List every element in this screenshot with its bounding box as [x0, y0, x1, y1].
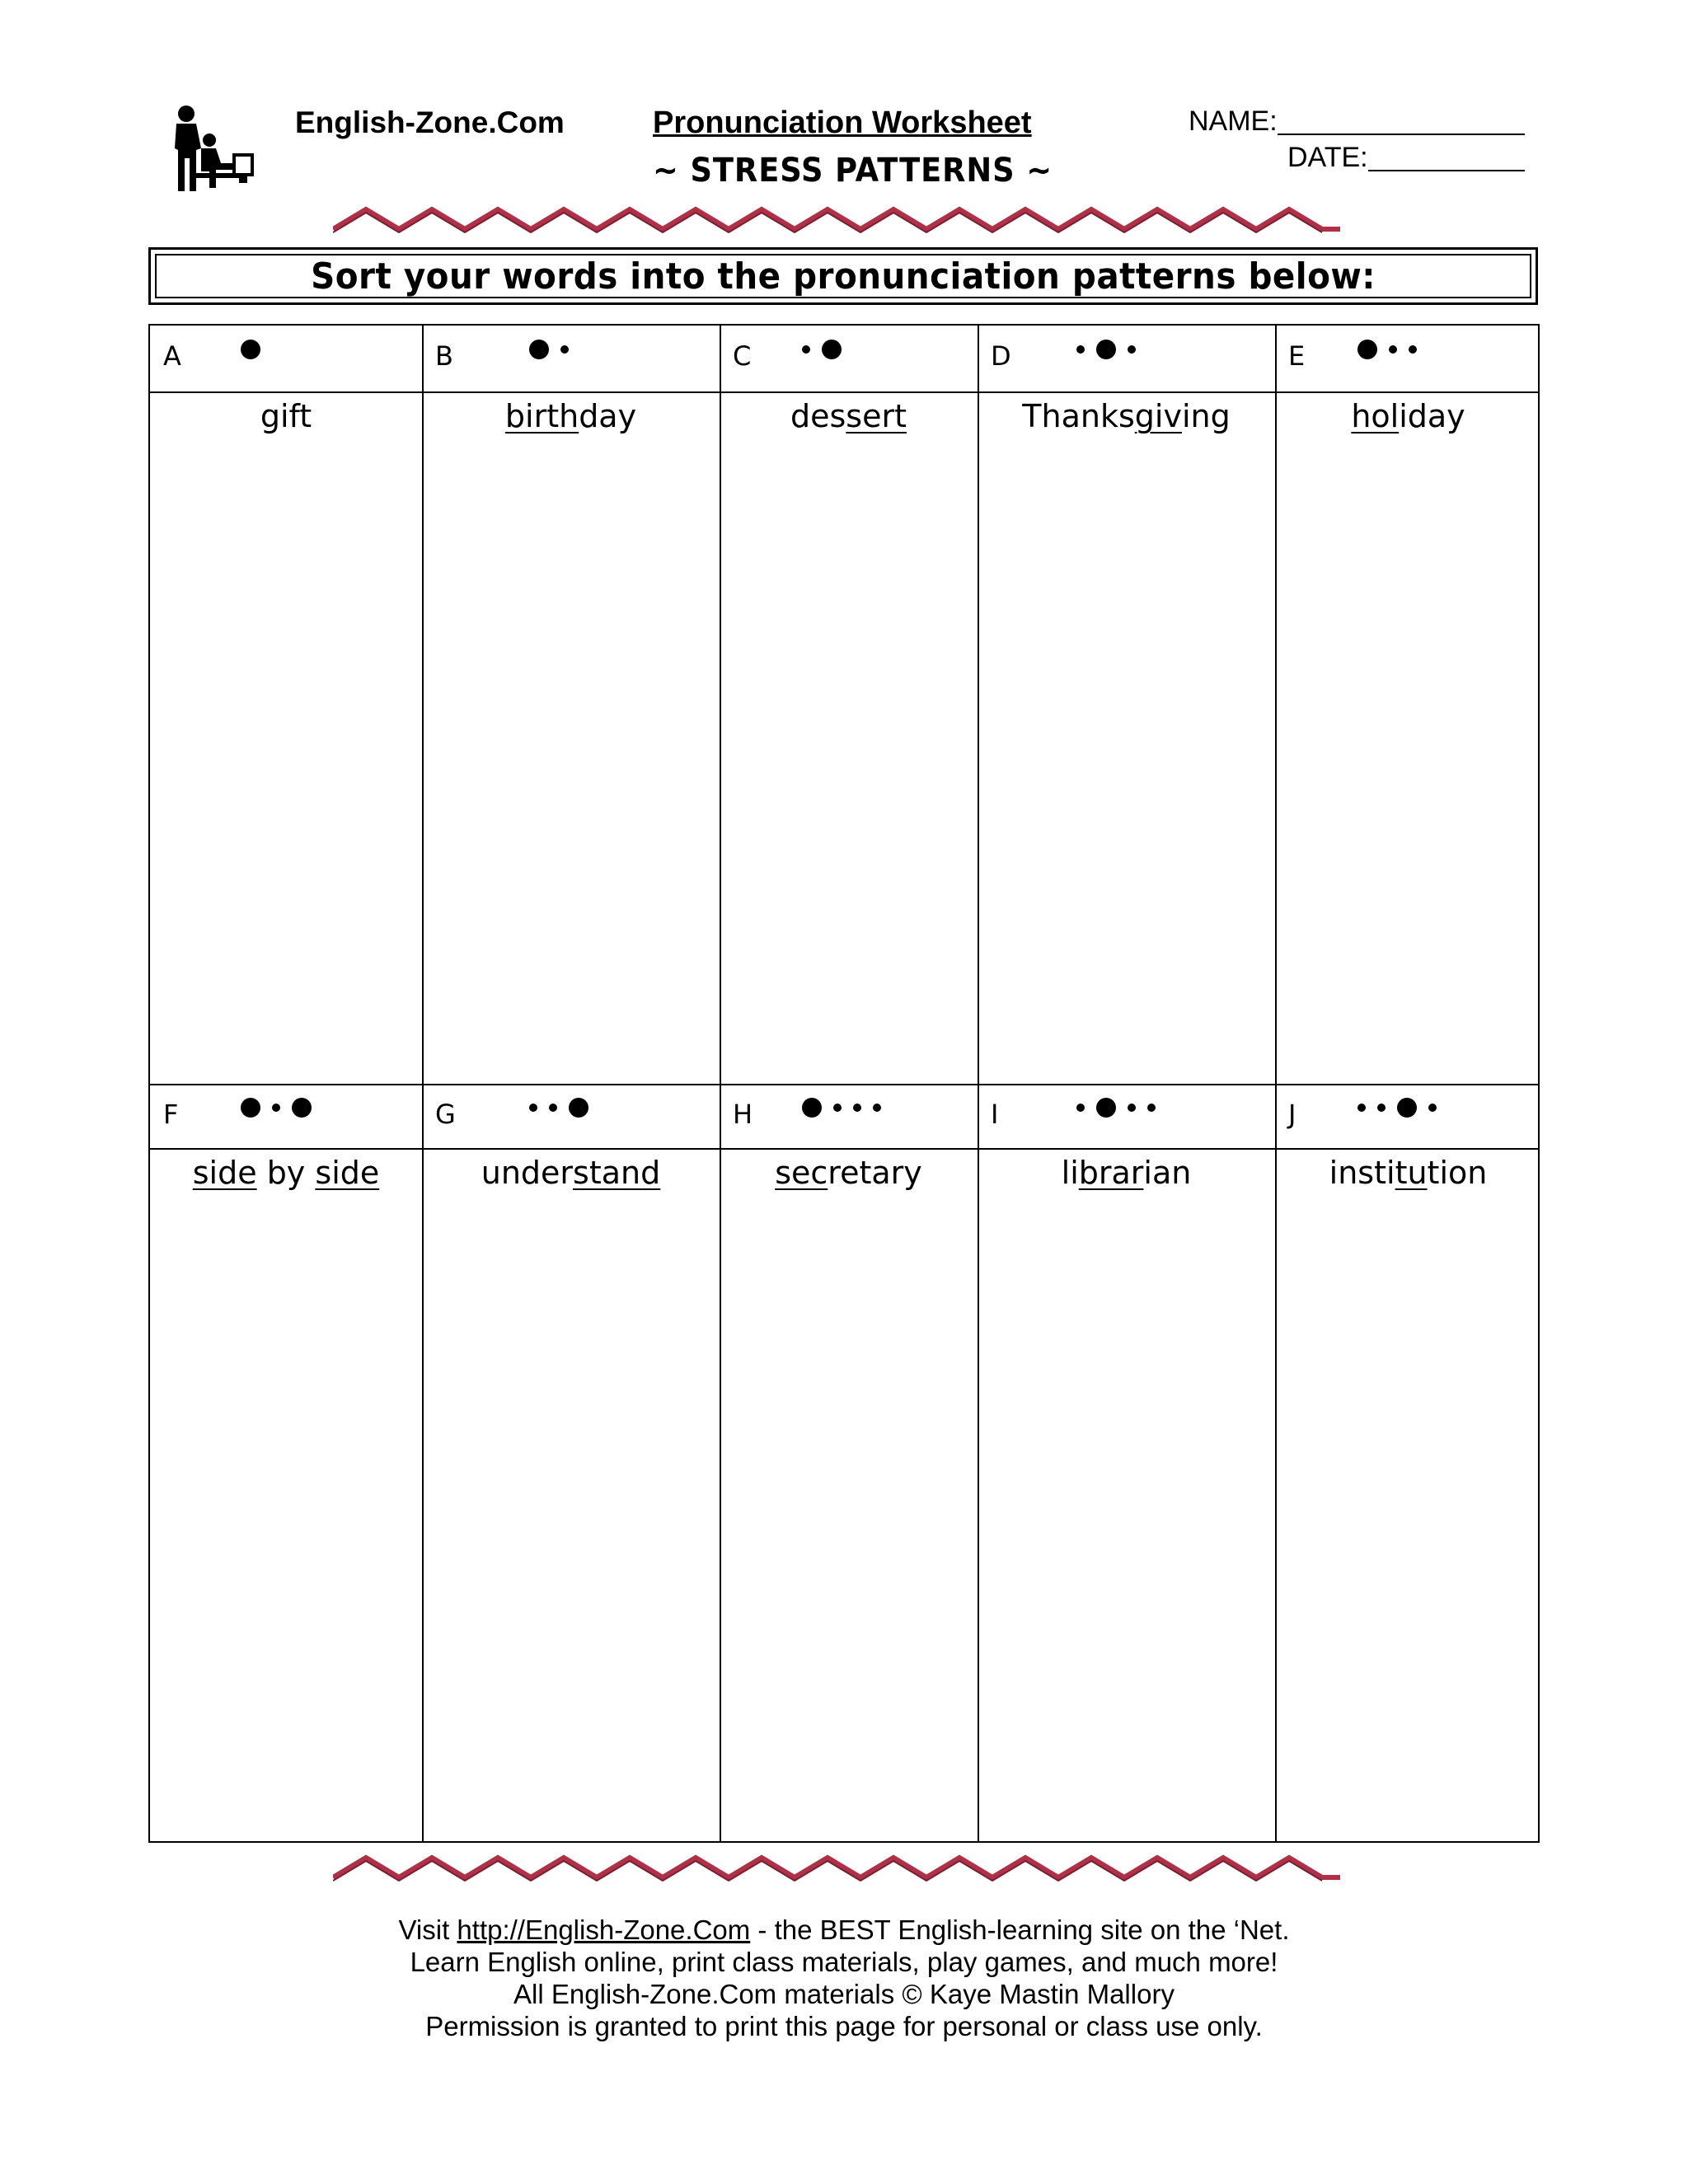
pattern-letter: F	[163, 1099, 179, 1130]
stress-pattern-grid	[148, 324, 1540, 1843]
unstressed-syllable-dot	[1147, 1104, 1156, 1112]
stressed-syllable: brar	[1078, 1155, 1144, 1191]
footer-line-4: Permission is granted to print this page for personal or class use only.	[425, 2011, 1263, 2041]
syllable: day	[579, 398, 637, 434]
unstressed-syllable-dot	[873, 1104, 881, 1112]
stressed-syllable-dot	[292, 1098, 312, 1118]
stressed-syllable-dot	[1397, 1098, 1417, 1118]
pattern-letter: I	[991, 1099, 999, 1130]
stress-dots	[1076, 1095, 1156, 1120]
pattern-letter: C	[733, 340, 752, 372]
unstressed-syllable-dot	[1076, 345, 1085, 354]
unstressed-syllable-dot	[1128, 1104, 1136, 1112]
stress-dots	[529, 1095, 588, 1120]
stressed-syllable-dot	[1096, 1098, 1116, 1118]
example-word	[422, 398, 720, 434]
pattern-letter: G	[435, 1099, 456, 1130]
syllable: des	[790, 398, 846, 434]
stress-dots	[802, 1095, 881, 1120]
unstressed-syllable-dot	[1377, 1104, 1386, 1112]
footer-line-2: Learn English online, print class materials, play games, and much more!	[410, 1947, 1278, 1977]
unstressed-syllable-dot	[833, 1104, 842, 1112]
stress-dots	[1076, 337, 1136, 362]
pattern-letter: E	[1288, 340, 1306, 372]
stressed-syllable: side	[315, 1155, 380, 1191]
syllable: Thanks	[1022, 398, 1135, 434]
stressed-syllable-dot	[529, 340, 549, 359]
teacher-student-computer-logo-icon	[162, 104, 260, 194]
unstressed-syllable-dot	[529, 1104, 537, 1112]
unstressed-syllable-dot	[272, 1104, 280, 1112]
pattern-letter: H	[733, 1099, 753, 1130]
example-word	[720, 1155, 978, 1191]
example-word	[422, 1155, 720, 1191]
unstressed-syllable-dot	[1076, 1104, 1085, 1112]
stress-dots	[1357, 337, 1417, 362]
date-blank-line	[1368, 170, 1525, 171]
example-word	[1275, 1155, 1541, 1191]
stressed-syllable: hol	[1351, 398, 1400, 434]
unstressed-syllable-dot	[802, 345, 810, 354]
unstressed-syllable-dot	[1409, 345, 1417, 354]
date-label: DATE:	[1287, 142, 1368, 173]
worksheet-subtitle: ~ STRESS PATTERNS ~	[653, 152, 1053, 190]
row-divider	[150, 391, 1538, 393]
stressed-syllable: sert	[846, 398, 907, 434]
worksheet-title: Pronunciation Worksheet	[653, 105, 1032, 140]
stress-dots	[529, 337, 569, 362]
stressed-syllable: side	[192, 1155, 257, 1191]
pattern-letter: J	[1288, 1099, 1296, 1130]
stressed-syllable: tu	[1395, 1155, 1428, 1191]
site-name: English-Zone.Com	[295, 105, 565, 139]
stress-dots	[802, 337, 842, 362]
stress-dots	[241, 1095, 312, 1120]
footer-line-1: Visit http://English-Zone.Com - the BEST English-learning site on the ‘Net.	[398, 1915, 1290, 1945]
syllable: iday	[1399, 398, 1465, 434]
unstressed-syllable-dot	[1128, 345, 1136, 354]
stressed-syllable-dot	[822, 340, 842, 359]
unstressed-syllable-dot	[549, 1104, 557, 1112]
stressed-syllable: birth	[504, 398, 579, 434]
syllable: insti	[1329, 1155, 1395, 1191]
stressed-syllable: giv	[1134, 398, 1182, 434]
syllable: tion	[1427, 1155, 1488, 1191]
example-word	[150, 398, 422, 434]
example-word	[978, 1155, 1275, 1191]
example-word	[150, 1155, 422, 1191]
syllable: under	[481, 1155, 574, 1191]
example-word	[720, 398, 978, 434]
zigzag-divider-bottom	[333, 1853, 1340, 1884]
footer	[0, 1914, 1688, 2042]
zigzag-divider-top	[333, 204, 1340, 236]
stressed-syllable-dot	[241, 1098, 260, 1118]
stress-dots	[241, 337, 260, 362]
unstressed-syllable-dot	[853, 1104, 861, 1112]
example-word	[1275, 398, 1541, 434]
unstressed-syllable-dot	[1389, 345, 1397, 354]
instruction-text: Sort your words into the pronunciation patterns below:	[311, 255, 1376, 298]
unstressed-syllable-dot	[560, 345, 569, 354]
row-divider	[150, 1084, 1538, 1085]
stressed-syllable: sec	[775, 1155, 828, 1191]
stressed-syllable: stand	[573, 1155, 661, 1191]
stressed-syllable-dot	[1096, 340, 1116, 359]
stress-dots	[1357, 1095, 1437, 1120]
pattern-letter: D	[991, 340, 1011, 372]
pattern-letter: B	[435, 340, 453, 372]
footer-line-3: All English-Zone.Com materials © Kaye Mastin Mallory	[513, 1979, 1175, 2009]
stressed-syllable-dot	[241, 340, 260, 359]
row-divider	[150, 1148, 1538, 1150]
instruction-banner	[148, 247, 1538, 305]
syllable: by	[256, 1155, 316, 1191]
name-label: NAME:	[1189, 105, 1278, 137]
stressed-syllable-dot	[802, 1098, 822, 1118]
syllable: retary	[828, 1155, 922, 1191]
syllable: li	[1061, 1155, 1079, 1191]
syllable: ing	[1181, 398, 1231, 434]
stressed-syllable-dot	[569, 1098, 588, 1118]
example-word	[978, 398, 1275, 434]
stressed-syllable-dot	[1357, 340, 1377, 359]
unstressed-syllable-dot	[1357, 1104, 1366, 1112]
unstressed-syllable-dot	[1428, 1104, 1437, 1112]
syllable: ian	[1143, 1155, 1192, 1191]
pattern-letter: A	[163, 340, 181, 372]
name-blank-line	[1278, 134, 1525, 135]
site-link[interactable]: http://English-Zone.Com	[457, 1915, 751, 1945]
syllable: gift	[260, 398, 312, 434]
